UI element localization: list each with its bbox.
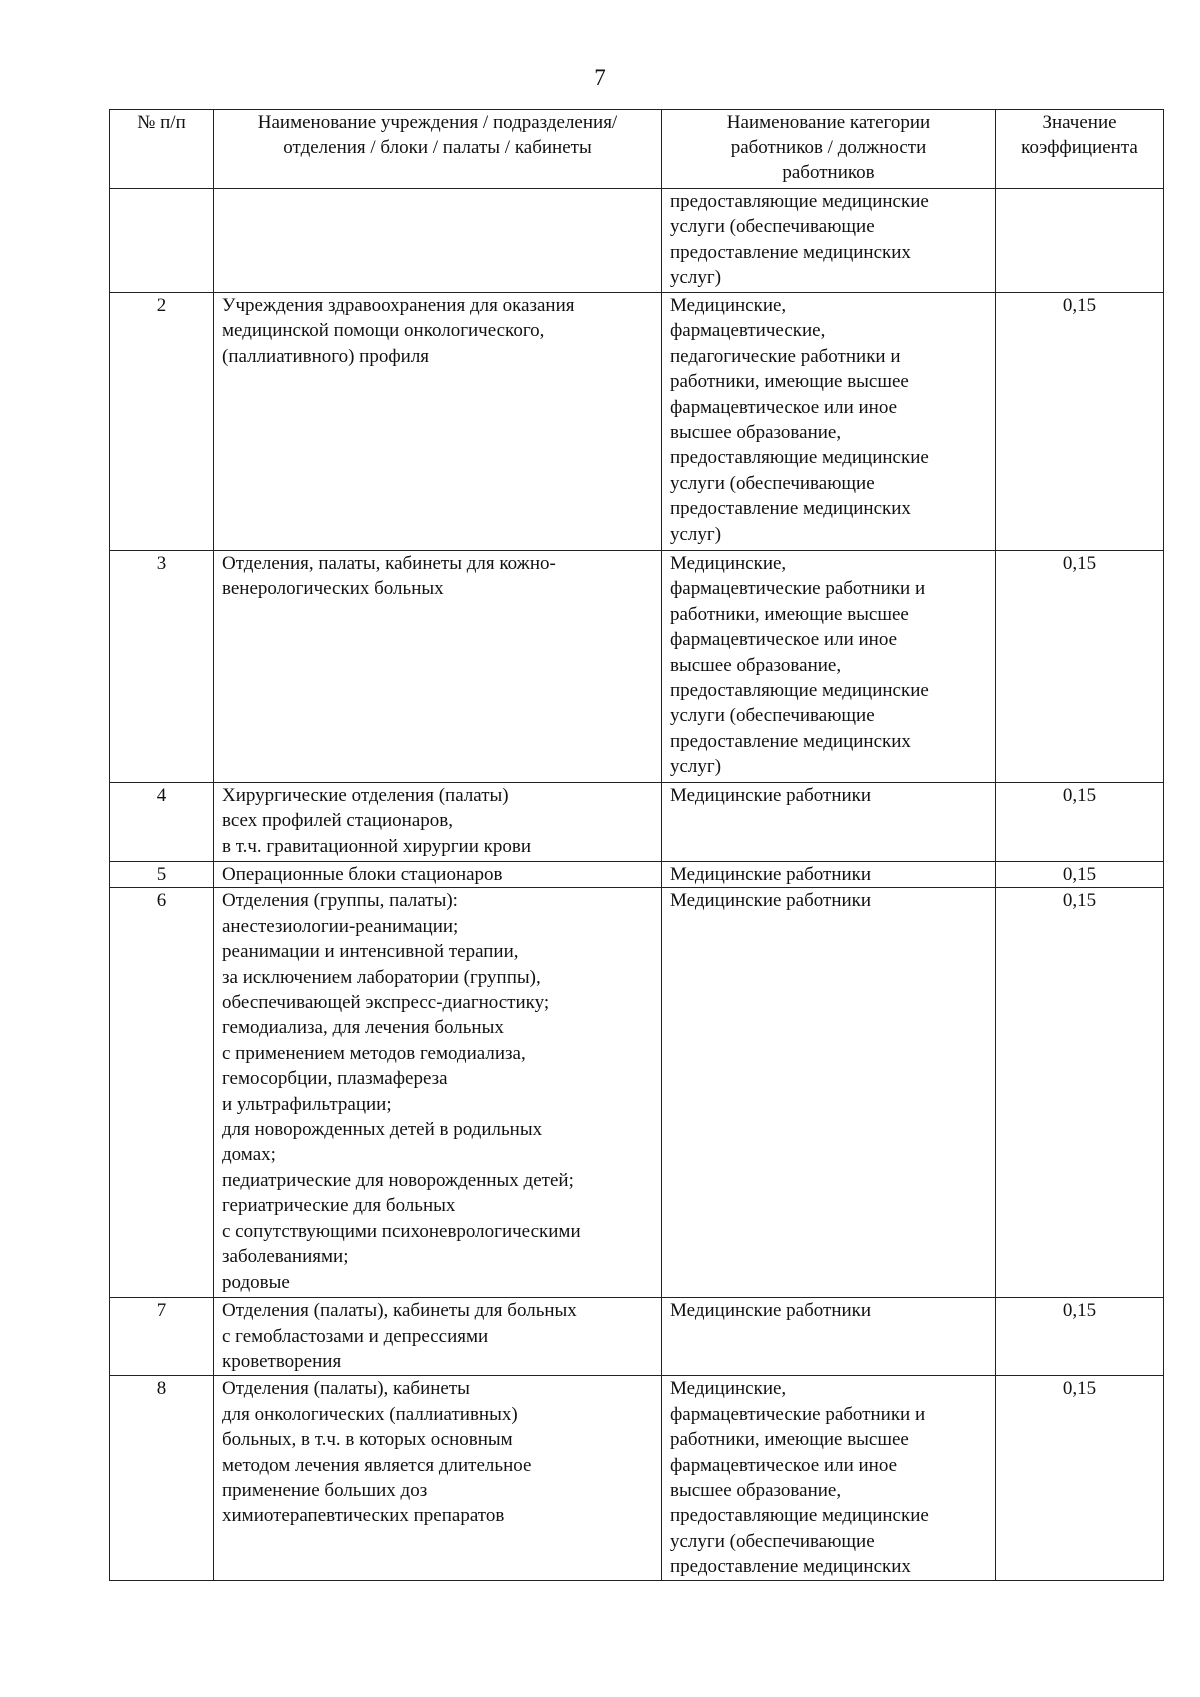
table-header-row	[110, 110, 1164, 189]
cell-institution: Отделения (палаты), кабинеты для больных с гемобластозами и депрессиями кроветворения	[214, 1298, 662, 1376]
cell-value	[996, 189, 1164, 293]
cell-value: 0,15	[996, 551, 1164, 783]
table-row	[110, 551, 1164, 783]
cell-value: 0,15	[996, 293, 1164, 551]
page-number: 7	[594, 65, 606, 90]
cell-category: Медицинские работники	[662, 783, 996, 862]
header-num: № п/п	[110, 110, 214, 189]
cell-category: Медицинские работники	[662, 862, 996, 888]
table-row	[110, 293, 1164, 551]
cell-category: Медицинские работники	[662, 1298, 996, 1376]
cell-num	[110, 189, 214, 293]
cell-num: 5	[110, 862, 214, 888]
cell-num: 8	[110, 1376, 214, 1580]
cell-num: 4	[110, 783, 214, 862]
cell-category: предоставляющие медицинские услуги (обеспечивающие предоставление медицинских услуг)	[662, 189, 996, 293]
cell-institution: Отделения, палаты, кабинеты для кожно- венерологических больных	[214, 551, 662, 783]
header-institution: Наименование учреждения / подразделения/ отделения / блоки / палаты / кабинеты	[214, 110, 662, 189]
cell-institution	[214, 189, 662, 293]
table-row-continuation	[110, 189, 1164, 293]
cell-num: 3	[110, 551, 214, 783]
cell-institution: Отделения (группы, палаты): анестезиологии-реанимации; реанимации и интенсивной терапии, за исключением лаборатории (группы), обеспечивающей экспресс-диагностику; гемодиализа, для лечения больных с применением методов гемодиализа, гемосорбции, плазмафереза и ультрафильтрации; для новорожденных детей в родильных домах; педиатрические для новорожденных детей; гериатрические для больных с сопутствующими психоневрологическими заболеваниями; родовые	[214, 888, 662, 1298]
cell-value: 0,15	[996, 862, 1164, 888]
cell-value: 0,15	[996, 1298, 1164, 1376]
cell-category: Медицинские работники	[662, 888, 996, 1298]
coefficient-table	[109, 109, 1164, 1581]
cell-value: 0,15	[996, 888, 1164, 1298]
cell-institution: Учреждения здравоохранения для оказания медицинской помощи онкологического, (паллиативного) профиля	[214, 293, 662, 551]
table-row	[110, 862, 1164, 888]
cell-num: 6	[110, 888, 214, 1298]
cell-category: Медицинские, фармацевтические работники и работники, имеющие высшее фармацевтическое или иное высшее образование, предоставляющие медицинские услуги (обеспечивающие предоставление медицинских	[662, 1376, 996, 1580]
header-category: Наименование категории работников / должности работников	[662, 110, 996, 189]
cell-value: 0,15	[996, 783, 1164, 862]
cell-category: Медицинские, фармацевтические работники и работники, имеющие высшее фармацевтическое или иное высшее образование, предоставляющие медицинские услуги (обеспечивающие предоставление медицинских услуг)	[662, 551, 996, 783]
cell-institution: Операционные блоки стационаров	[214, 862, 662, 888]
cell-value: 0,15	[996, 1376, 1164, 1580]
table-row	[110, 1298, 1164, 1376]
cell-institution: Хирургические отделения (палаты) всех профилей стационаров, в т.ч. гравитационной хирургии крови	[214, 783, 662, 862]
header-value: Значение коэффициента	[996, 110, 1164, 189]
cell-num: 7	[110, 1298, 214, 1376]
table-row	[110, 888, 1164, 1298]
cell-category: Медицинские, фармацевтические, педагогические работники и работники, имеющие высшее фармацевтическое или иное высшее образование, предоставляющие медицинские услуги (обеспечивающие предоставление медицинских услуг)	[662, 293, 996, 551]
cell-institution: Отделения (палаты), кабинеты для онкологических (паллиативных) больных, в т.ч. в которых основным методом лечения является длительное применение больших доз химиотерапевтических препаратов	[214, 1376, 662, 1580]
table-row	[110, 1376, 1164, 1580]
cell-num: 2	[110, 293, 214, 551]
table-row	[110, 783, 1164, 862]
